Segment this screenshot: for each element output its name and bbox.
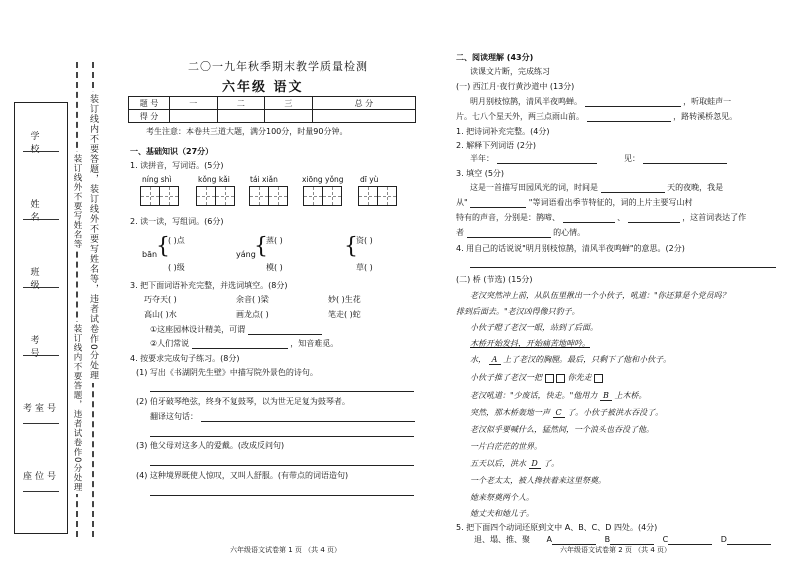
question-4: 4. 按要求完成句子练习。(8分) [130, 354, 240, 363]
reading-q3-line-2 [456, 197, 692, 208]
passage-2-title: (二) 桥 (节选) (15分) [456, 275, 533, 284]
q3-text: 这是一首描写田园风光的词，时间是 [470, 183, 598, 192]
score-cell: 一 [170, 97, 218, 110]
answer-line[interactable] [470, 258, 776, 268]
passage-line [470, 372, 603, 383]
poem-line-2 [456, 111, 737, 122]
passage-text: 你先走 [567, 373, 592, 382]
poem-text: ，听取蛙声一 [683, 97, 732, 106]
q3-item: 画龙点( ) [236, 310, 269, 319]
score-input-cell[interactable] [170, 110, 218, 123]
field-name: 姓 名 [30, 200, 52, 223]
passage-line: 老汉似乎要喊什么，猛然间，一个浪头也吞没了他。 [470, 425, 654, 434]
question-2: 2. 读一读，写组词。(6分) [130, 217, 224, 226]
exam-note: 考生注意：本卷共三道大题，满分100分，时量90分钟。 [146, 127, 348, 136]
reading-q1: 1. 把诗词补充完整。(4分) [456, 127, 550, 136]
passage-line: 一片白茫茫的世界。 [470, 442, 542, 451]
passage-line [470, 354, 671, 365]
section-1-heading: 一、基础知识（27分） [130, 147, 214, 156]
field-class: 班 级 [30, 268, 52, 291]
school-line [23, 151, 59, 152]
question-3: 3. 把下面词语补充完整，并选词填空。(8分) [130, 281, 288, 290]
writing-grid[interactable] [358, 186, 378, 206]
binding-note-2: 装订线内不要答题，违者试卷作0分处理 [72, 324, 82, 492]
q4-2: (2) 伯牙破琴绝弦，终身不复鼓琴，以为世无足复为鼓琴者。 [136, 397, 350, 406]
blank-d[interactable]: D [529, 459, 541, 469]
seat-line [23, 491, 59, 492]
exam-title: 二〇一九年秋季期末教学质量检测 [188, 60, 368, 73]
passage-text: 突然，那木桥轰地一声 [470, 408, 550, 417]
q2-ban-2: ( )级 [168, 263, 185, 272]
passage-text: 老汉吼道："少废话，快走。"他用力 [470, 391, 598, 400]
q2-yang-2: 模( ) [266, 263, 283, 272]
q2-yang-1: 蒸( ) [266, 236, 283, 245]
answer-line[interactable] [150, 456, 414, 466]
answer-blank[interactable] [497, 154, 597, 164]
q3-text: 特有的声音，分别是：鹊啼、 [456, 213, 560, 222]
writing-grid[interactable] [377, 186, 397, 206]
brace-icon: { [254, 234, 268, 259]
page-footer-1: 六年级语文试卷第 1 页 （共 4 页） [230, 546, 342, 554]
passage-line-underlined: 木桥开始发抖，开始痛苦地呻吟。 [470, 339, 590, 348]
writing-grid[interactable] [140, 186, 160, 206]
punctuation-box[interactable] [594, 374, 603, 383]
score-cell: 二 [217, 97, 265, 110]
q3-text: 的心情。 [553, 228, 586, 237]
answer-blank[interactable] [610, 535, 654, 545]
q3-item: 妙( )生花 [328, 295, 361, 304]
section-2-heading: 二、阅读理解 (43分) [456, 53, 534, 62]
pinyin-5: dī yù [360, 175, 379, 184]
passage-text: 水， [470, 355, 486, 364]
answer-blank[interactable] [470, 198, 526, 208]
punctuation-box[interactable] [545, 374, 554, 383]
pinyin-2: kǒng kǎi [198, 175, 230, 184]
q3-text: 从" [456, 198, 468, 207]
reading-q2-b [624, 153, 727, 164]
blank-c[interactable]: C [553, 408, 565, 418]
q4-1: (1) 写出《书湖阴先生壁》中描写院外景色的诗句。 [136, 368, 318, 377]
answer-line[interactable] [150, 427, 414, 437]
reading-q3-line-3: 特有的声音，分别是：鹊啼、 、 ，这首词表达了作 [456, 213, 747, 222]
brace-icon: { [344, 234, 358, 259]
reading-q2: 2. 解释下列词语 (2分) [456, 141, 537, 150]
answer-blank[interactable] [643, 154, 727, 164]
answer-blank[interactable] [563, 213, 615, 223]
q4-2-translate [150, 411, 415, 422]
score-cell: 得 分 [129, 110, 170, 123]
passage-text: 五天以后，洪水 [470, 459, 526, 468]
q2-zi-2: 草( ) [356, 263, 373, 272]
passage-line: 老汉突然冲上前，从队伍里揪出一个小伙子，吼道："你还算是个党员吗？ [470, 291, 730, 300]
q3-item: 余音( )梁 [236, 295, 269, 304]
answer-blank[interactable] [668, 535, 712, 545]
reading-q2-b-label: 见： [624, 154, 640, 163]
q2-ban-1: ( )点 [168, 236, 185, 245]
passage-line: 小伙子瞪了老汉一眼，站到了后面。 [470, 323, 598, 332]
passage-line: 她来祭奠两个人。 [470, 493, 534, 502]
answer-blank[interactable] [585, 97, 681, 107]
answer-blank[interactable] [601, 183, 665, 193]
q3-text: 者 [456, 228, 464, 237]
room-line [23, 423, 59, 424]
q3-text: ，这首词表达了作 [682, 213, 747, 222]
answer-blank[interactable] [192, 339, 288, 349]
binding-note-main: 装订线内不要答题，装订线外不要写姓名等，违者试卷作0分处理 [88, 94, 98, 381]
question-1: 1. 读拼音，写词语。(5分) [130, 161, 224, 170]
passage-text: 了。小伙子被洪水吞没了。 [567, 408, 664, 417]
score-table [128, 96, 416, 123]
q5-label: C [662, 535, 669, 544]
reading-q5: 5. 把下面四个动词还原到文中 A、B、C、D 四处。(4分) [456, 523, 658, 532]
q3-item: 巧夺天( ) [144, 295, 177, 304]
q4-2-translate-label: 翻译这句话： [150, 412, 198, 421]
q3-sentence-2-end: ，知音难觅。 [290, 339, 339, 348]
writing-grid[interactable] [322, 186, 342, 206]
answer-blank[interactable] [248, 325, 322, 335]
writing-grid[interactable] [249, 186, 269, 206]
passage-text: 上了老汉的胸膛。最后，只剩下了他和小伙子。 [503, 355, 672, 364]
answer-blank[interactable] [727, 535, 771, 545]
q5-label: B [604, 535, 611, 544]
q4-4: (4) 这种境界既使人惊叹，又叫人舒服。(有带点的词语造句) [136, 471, 349, 480]
poem-text: ，路转溪桥忽见。 [673, 112, 738, 121]
pinyin-4: xiōng yǒng [302, 175, 344, 184]
writing-grid[interactable] [196, 186, 216, 206]
reading-q3-line-1 [470, 182, 723, 193]
poem-line-1 [470, 96, 731, 107]
passage-text: 了。 [543, 459, 560, 468]
answer-blank[interactable] [467, 228, 551, 238]
score-input-cell[interactable] [312, 110, 415, 123]
reading-q4: 4. 用自己的话说说"明月别枝惊鹊，清风半夜鸣蝉"的意思。(2分) [456, 244, 685, 253]
q3-sentence-1 [150, 324, 322, 335]
q5-label: D [720, 535, 727, 544]
score-input-cell[interactable] [217, 110, 265, 123]
field-school: 学 校 [30, 132, 52, 155]
binding-note-1: 装订线外不要写姓名等 [72, 154, 82, 249]
score-input-cell[interactable] [265, 110, 313, 123]
passage-line [470, 390, 646, 401]
answer-blank[interactable] [201, 412, 415, 422]
reading-q3-line-4 [456, 227, 585, 238]
writing-grid[interactable] [159, 186, 179, 206]
exam-no-line [23, 355, 59, 356]
q5-words: 退、塌、推、聚 [474, 535, 530, 544]
binding-strip [8, 62, 116, 537]
writing-grid[interactable] [268, 186, 288, 206]
score-table-header-row [129, 97, 416, 110]
blank-b[interactable]: B [600, 391, 612, 401]
brace-icon: { [156, 234, 170, 259]
passage-line [470, 458, 559, 469]
passage-line [470, 407, 663, 418]
q4-3: (3) 他父母对这多人的爱戴。(改成反问句) [136, 441, 285, 450]
reading-q2-a-label: 半年： [470, 154, 494, 163]
passage-text: 小伙子推了老汉一把 [470, 373, 542, 382]
q2-ban-pinyin: bān [142, 250, 158, 259]
exam-subtitle: 六年级 语文 [222, 80, 304, 95]
field-seat: 座位号 [22, 472, 59, 482]
passage-line: 她丈夫和她儿子。 [470, 509, 534, 518]
blank-a[interactable]: A [489, 355, 501, 365]
field-exam-no: 考 号 [30, 336, 52, 359]
answer-line[interactable] [150, 486, 414, 496]
writing-grid[interactable] [303, 186, 323, 206]
passage-1-title: (一) 西江月·夜行黄沙道中 (13分) [456, 82, 575, 91]
passage-line: 排到后面去。"老汉凶得像只豹子。 [456, 307, 580, 316]
q3-sentence-1-text: ①这座园林设计精美，可谓 [150, 325, 246, 334]
pinyin-1: níng shì [142, 175, 172, 184]
q5-label: A [546, 535, 553, 544]
q3-text: "等词语看出季节特征的，词的上片主要写山村 [528, 198, 693, 207]
q2-zi-1: 资( ) [356, 236, 373, 245]
student-info-box [14, 102, 68, 534]
page-footer-2: 六年级语文试卷第 2 页 （共 4 页） [560, 546, 672, 554]
class-line [23, 287, 59, 288]
pinyin-3: tái xiǎn [250, 175, 278, 184]
q3-item: 高山( )水 [144, 310, 177, 319]
passage-line: 一个老太太，被人搀扶着来这里祭奠。 [470, 476, 606, 485]
answer-blank[interactable] [587, 112, 671, 122]
reading-q5-answers [474, 534, 771, 545]
reading-intro: 读课文片断，完成练习 [470, 67, 550, 76]
score-table-score-row [129, 110, 416, 123]
q3-text: 天的夜晚，我是 [667, 183, 724, 192]
q3-item: 笔走( )蛇 [328, 310, 361, 319]
answer-line[interactable] [150, 382, 414, 392]
q2-yang-pinyin: yáng [236, 250, 256, 259]
passage-text: 上木桥。 [614, 391, 647, 400]
name-line [23, 219, 59, 220]
answer-blank[interactable] [628, 213, 680, 223]
writing-grid[interactable] [215, 186, 235, 206]
punctuation-box[interactable] [556, 374, 565, 383]
poem-text: 片。七八个星天外，两三点雨山前。 [456, 112, 584, 121]
score-cell: 三 [265, 97, 313, 110]
field-room: 考室号 [22, 404, 59, 414]
poem-text: 明月别枝惊鹊，清风半夜鸣蝉。 [470, 97, 582, 106]
answer-blank[interactable] [552, 535, 596, 545]
score-cell: 总 分 [312, 97, 415, 110]
q3-sentence-2 [150, 338, 338, 349]
reading-q2-a [470, 153, 597, 164]
q3-sentence-2-text: ②人们常说 [150, 339, 190, 348]
reading-q3: 3. 填空 (5分) [456, 169, 505, 178]
score-cell: 题 号 [129, 97, 170, 110]
